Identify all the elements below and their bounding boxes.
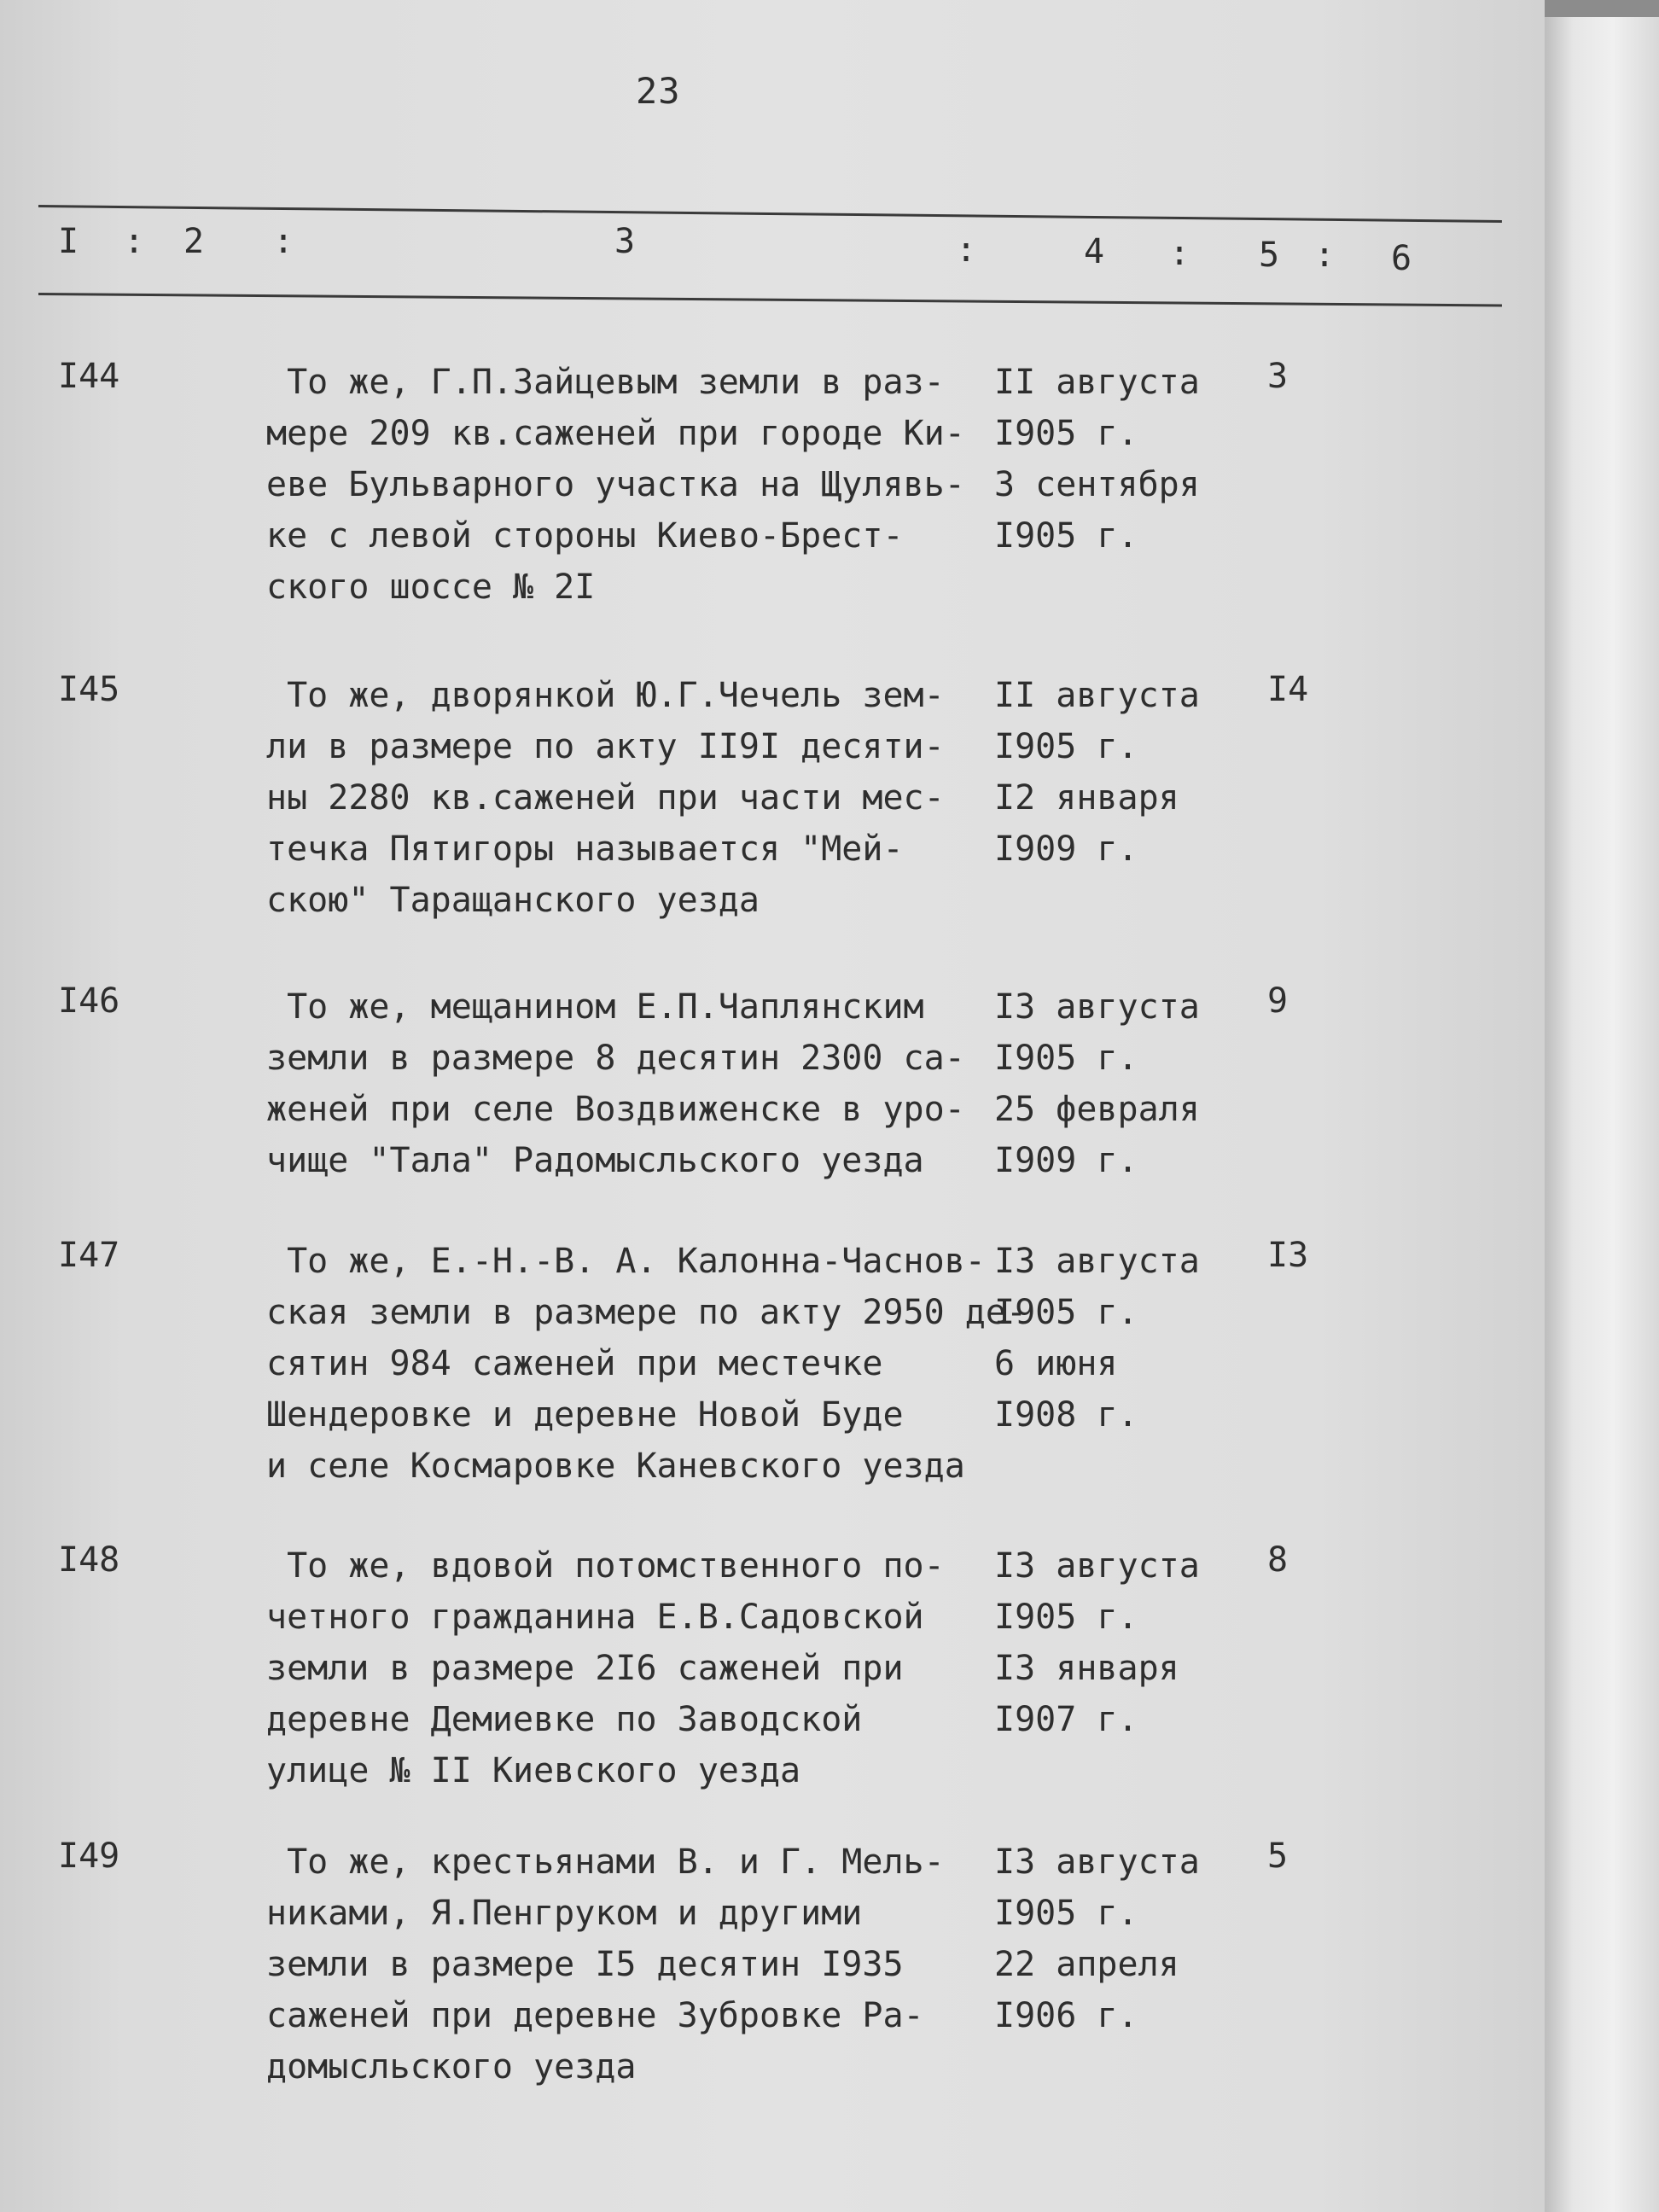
entry-description: То же, вдовой потомственного по- четного гражданина Е.В.Садовской земли в размере 2I6 саженей при деревне Демиевке по Заводской улице № II Киевского уезда [266, 1546, 945, 1790]
header-rule-bottom [38, 293, 1502, 306]
page-edge [1545, 17, 1659, 2212]
entry-number: I45 [58, 670, 120, 709]
entry-dates: II августа I905 г. I2 января I909 г. [994, 676, 1200, 869]
entry-dates: I3 августа I905 г. 25 февраля I909 г. [994, 987, 1200, 1180]
column-separator: : [124, 222, 145, 261]
entry-description: То же, дворянкой Ю.Г.Чечель зем- ли в размере по акту II9I десяти- ны 2280 кв.саженей при части мес- течка Пятигоры называется "Мей- скою" Таращанского уезда [266, 676, 945, 920]
entry-count: 9 [1267, 981, 1289, 1021]
entry-description: То же, Г.П.Зайцевым земли в раз- мере 209 кв.саженей при городе Ки- еве Бульварного участка на Щулявь- ке с левой стороны Киево-Брест- ского шоссе № 2I [266, 363, 965, 607]
column-header-5: 5 [1259, 236, 1280, 275]
column-header-4: 4 [1084, 232, 1105, 271]
column-header-6: 6 [1391, 239, 1412, 278]
entry-number: I49 [58, 1837, 120, 1876]
column-separator: : [1314, 236, 1336, 275]
entry-number: I47 [58, 1236, 120, 1275]
entry-count: I3 [1267, 1236, 1309, 1275]
entry-dates: I3 августа I905 г. I3 января I907 г. [994, 1546, 1200, 1739]
column-separator: : [273, 222, 294, 261]
entry-dates: I3 августа I905 г. 6 июня I908 г. [994, 1242, 1200, 1435]
entry-count: 5 [1267, 1837, 1289, 1876]
entry-count: 8 [1267, 1540, 1289, 1580]
header-rule-top [38, 205, 1502, 223]
column-separator: : [1169, 234, 1190, 273]
entry-dates: II августа I905 г. 3 сентября I905 г. [994, 363, 1200, 556]
page-number: 23 [636, 70, 681, 112]
entry-count: 3 [1267, 357, 1289, 396]
entry-dates: I3 августа I905 г. 22 апреля I906 г. [994, 1842, 1200, 2035]
entry-number: I48 [58, 1540, 120, 1580]
column-header-3: 3 [614, 222, 636, 261]
entry-number: I44 [58, 357, 120, 396]
entry-number: I46 [58, 981, 120, 1021]
column-header-1: I [58, 222, 79, 261]
column-separator: : [956, 230, 977, 270]
entry-count: I4 [1267, 670, 1309, 709]
entry-description: То же, Е.-Н.-В. А. Калонна-Часнов- ская земли в размере по акту 2950 де- сятин 984 саженей при местечке Шендеровке и деревне Новой Буде и селе Космаровке Каневского уезда [266, 1242, 1027, 1486]
column-header-2: 2 [183, 222, 205, 261]
entry-description: То же, крестьянами В. и Г. Мель- никами, Я.Пенгруком и другими земли в размере I5 десятин I935 саженей при деревне Зубровке Ра- домысльского уезда [266, 1842, 945, 2087]
entry-description: То же, мещанином Е.П.Чаплянским земли в размере 8 десятин 2300 са- женей при селе Воздвиженске в уро- чище "Тала" Радомысльского уезда [266, 987, 965, 1180]
